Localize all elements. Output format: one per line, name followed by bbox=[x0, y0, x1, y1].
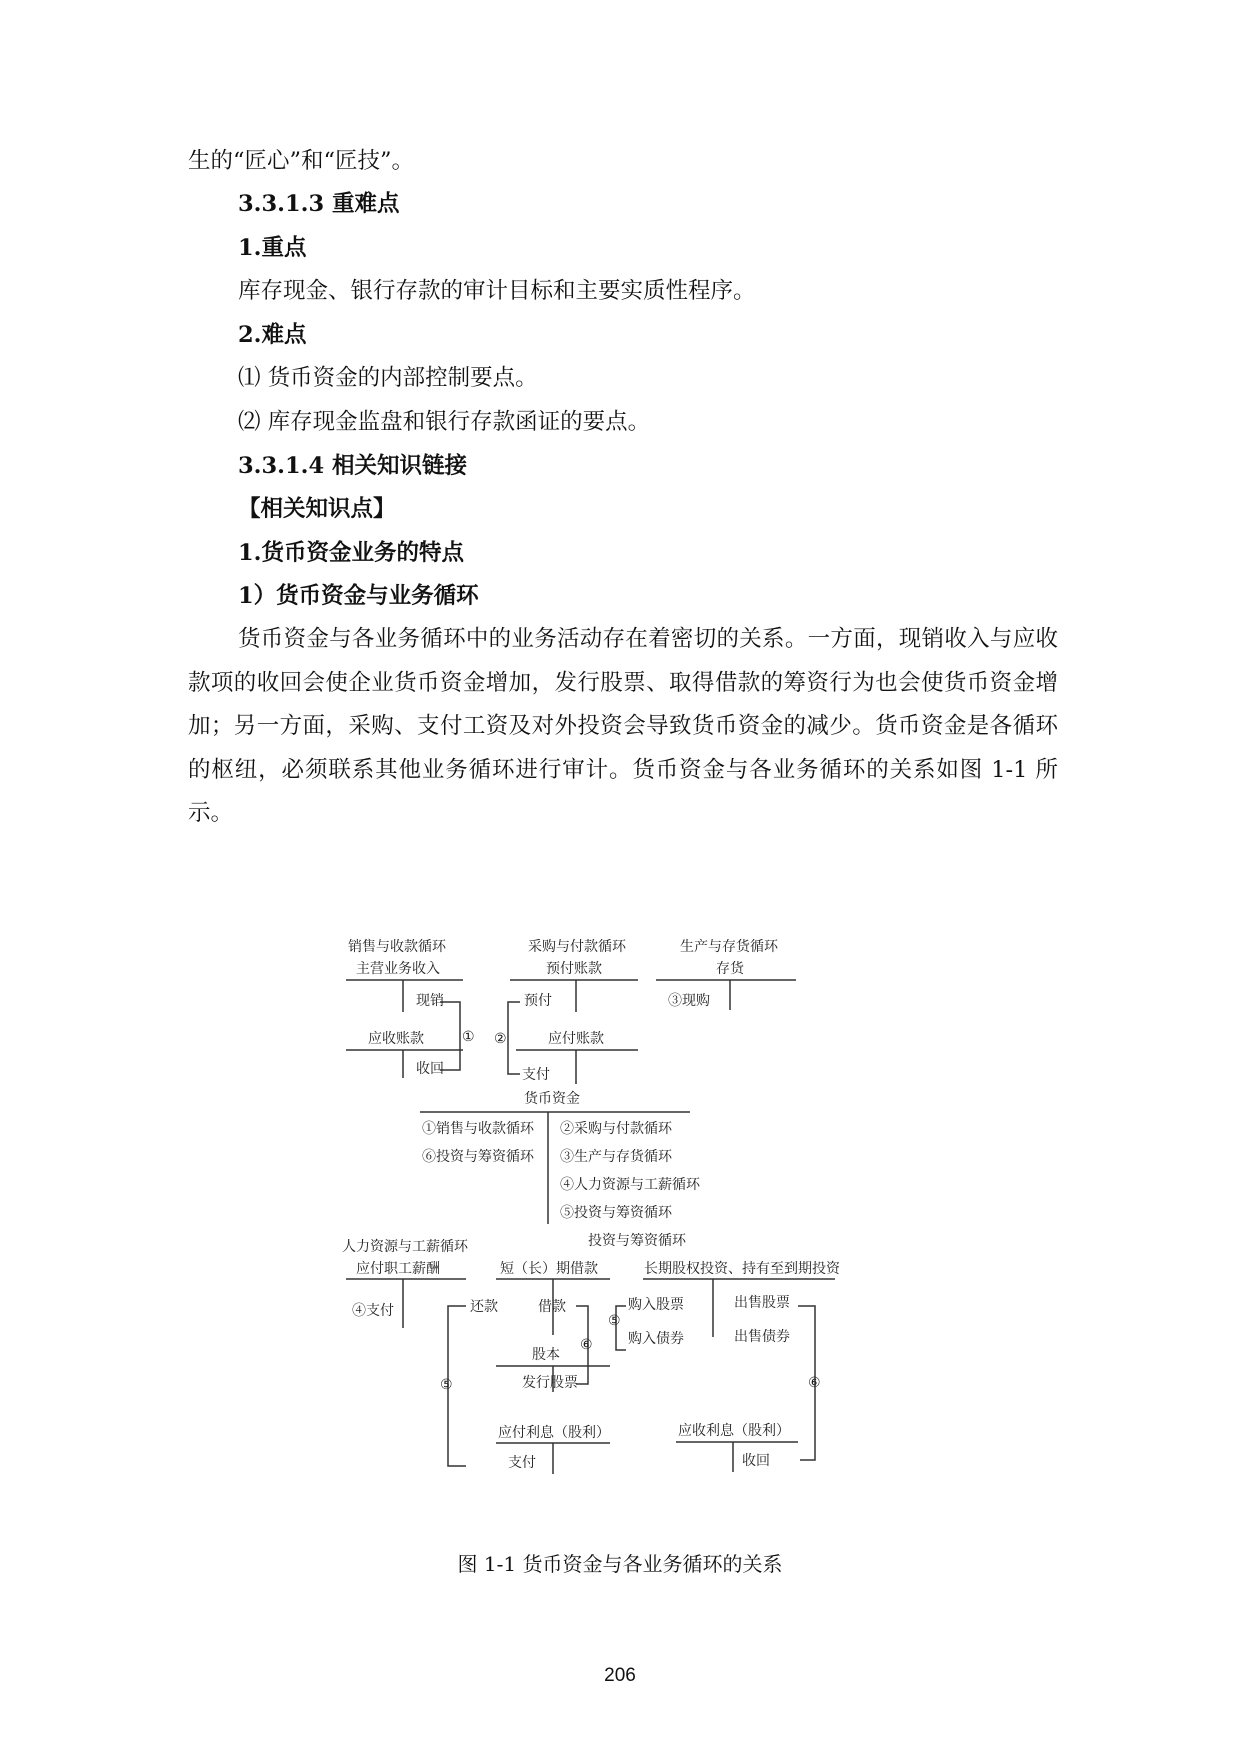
label-circle-6a: ⑥ bbox=[580, 1337, 593, 1353]
label-circle-5b: ⑤ bbox=[608, 1313, 621, 1329]
label-sales-cycle: 销售与收款循环 bbox=[348, 939, 446, 955]
label-production-cycle: 生产与存货循环 bbox=[680, 939, 778, 955]
section-heading-3-3-1-3: 3.3.1.3 重难点 bbox=[238, 191, 400, 217]
label-cash-right-3: ④人力资源与工薪循环 bbox=[560, 1177, 700, 1193]
label-prepay: 预付 bbox=[524, 993, 552, 1009]
label-purchase-cycle: 采购与付款循环 bbox=[528, 939, 626, 955]
label-circle-5a: ⑤ bbox=[440, 1377, 453, 1393]
heading-cash-features: 1.货币资金业务的特点 bbox=[238, 540, 464, 566]
label-circle-2: ② bbox=[494, 1031, 507, 1047]
label-invest-cycle: 投资与筹资循环 bbox=[588, 1233, 686, 1249]
difficulty-item-2: ⑵ 库存现金监盘和银行存款函证的要点。 bbox=[238, 409, 651, 435]
label-cash-left-1: ①销售与收款循环 bbox=[422, 1121, 534, 1137]
difficulty-item-1: ⑴ 货币资金的内部控制要点。 bbox=[238, 365, 538, 391]
cycle-relationship-diagram bbox=[338, 932, 928, 1552]
subheading-difficulties: 2.难点 bbox=[238, 322, 307, 348]
label-repay: 还款 bbox=[470, 1299, 498, 1315]
label-inventory-cash-purchase: ③现购 bbox=[668, 993, 710, 1009]
label-hr-cycle: 人力资源与工薪循环 bbox=[342, 1239, 468, 1255]
label-buy-stock: 购入股票 bbox=[628, 1297, 684, 1313]
label-inventory: 存货 bbox=[716, 961, 744, 977]
label-pay-2: 支付 bbox=[508, 1455, 536, 1471]
label-interest-payable: 应付利息（股利） bbox=[498, 1425, 610, 1441]
label-cash-right-1: ②采购与付款循环 bbox=[560, 1121, 672, 1137]
label-cash-account: 货币资金 bbox=[524, 1091, 580, 1107]
figure-caption: 图 1-1 货币资金与各业务循环的关系 bbox=[457, 1552, 783, 1576]
label-collect-2: 收回 bbox=[742, 1453, 770, 1469]
page-number: 206 bbox=[604, 1665, 636, 1686]
label-equity: 股本 bbox=[532, 1347, 560, 1363]
label-sell-bond: 出售债券 bbox=[734, 1329, 790, 1345]
label-accounts-receivable: 应收账款 bbox=[368, 1031, 424, 1047]
label-cash-right-2: ③生产与存货循环 bbox=[560, 1149, 672, 1165]
label-circle-1: ① bbox=[462, 1029, 475, 1045]
label-buy-bond: 购入债券 bbox=[628, 1331, 684, 1347]
label-cash-left-2: ⑥投资与筹资循环 bbox=[422, 1149, 534, 1165]
label-borrow: 借款 bbox=[538, 1299, 566, 1315]
label-cash-sale: 现销 bbox=[416, 993, 444, 1009]
label-accounts-payable: 应付账款 bbox=[548, 1031, 604, 1047]
label-pay: 支付 bbox=[522, 1067, 550, 1083]
label-main-revenue: 主营业务收入 bbox=[356, 961, 440, 977]
label-sell-stock: 出售股票 bbox=[734, 1295, 790, 1311]
label-long-term-investment: 长期股权投资、持有至到期投资 bbox=[644, 1261, 840, 1277]
subheading-key-points: 1.重点 bbox=[238, 235, 307, 261]
label-circle-6b: ⑥ bbox=[808, 1375, 821, 1391]
text-line: 生的“匠心”和“匠技”。 bbox=[188, 148, 415, 174]
key-points-text: 库存现金、银行存款的审计目标和主要实质性程序。 bbox=[238, 278, 756, 304]
section-heading-3-3-1-4: 3.3.1.4 相关知识链接 bbox=[238, 453, 467, 479]
label-payroll-payable: 应付职工薪酬 bbox=[356, 1261, 440, 1277]
label-cash-right-4: ⑤投资与筹资循环 bbox=[560, 1205, 672, 1221]
label-interest-receivable: 应收利息（股利） bbox=[678, 1423, 790, 1439]
label-hr-pay: ④支付 bbox=[352, 1303, 394, 1319]
related-knowledge-heading: 【相关知识点】 bbox=[238, 496, 396, 522]
body-paragraph: 货币资金与各业务循环中的业务活动存在着密切的关系。一方面，现销收入与应收款项的收回会使企业货币资金增加，发行股票、取得借款的筹资行为也会使货币资金增加；另一方面，采购、支付工资及对外投资会导致货币资金的减少。货币资金是各循环的枢纽，必须联系其他业务循环进行审计。货币资金与各业务循环的关系如图 1-1 所示。 bbox=[188, 626, 1058, 827]
label-collect: 收回 bbox=[416, 1061, 444, 1077]
label-issue-stock: 发行股票 bbox=[522, 1375, 578, 1391]
label-loans: 短（长）期借款 bbox=[500, 1261, 598, 1277]
label-prepaid: 预付账款 bbox=[546, 961, 602, 977]
heading-cash-and-cycles: 1）货币资金与业务循环 bbox=[238, 583, 479, 609]
